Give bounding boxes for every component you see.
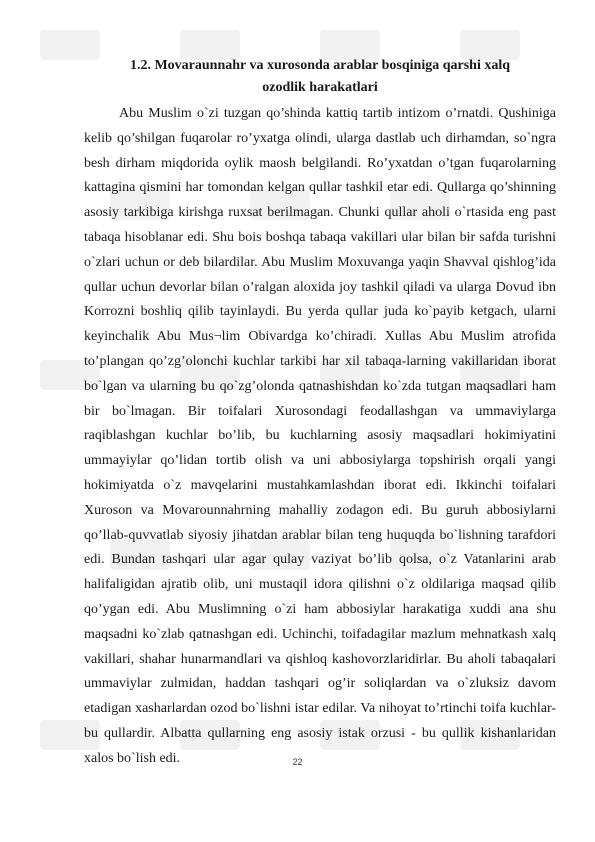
- body-paragraph: Abu Muslim o`zi tuzgan qo’shinda kattiq tartib intizom o’rnatdi. Qushiniga kelib qo’shilgan fuqarolar ro’yxatga olindi, ularga dastlab uch dirhamdan, so`ngra besh dirham miqdorida oylik maosh belgilandi. Ro’yxatdan o’tgan fuqarolarning kattagina qismini har tomondan kelgan qullar tashkil etar edi. Qullarga qo’shinning asosiy tarkibiga kirishga ruxsat berilmagan. Chunki qullar aholi o`rtasida eng past tabaqa hisoblanar edi. Shu bois boshqa tabaqa vakillari ular bilan bir safda turishni o`zlari uchun or deb bilardilar. Abu Muslim Moxuvanga yaqin Shavval qishlog’ida qullar uchun devorlar bilan o’ralgan aloxida joy tashkil qiladi va ularga Dovud ibn Korrozni boshliq qilib tayinlaydi. Bu yerda qullar juda ko`payib ketgach, ularni keyinchalik Abu Mus¬lim Obivardga ko’chiradi. Xullas Abu Muslim atrofida to’plangan qo’zg’olonchi kuchlar tarkibi har xil tabaqa-larning vakillaridan iborat bo`lgan va ularning bu qo`zg’olonda qatnashishdan ko`zda tutgan maqsadlari ham bir bo`lmagan. Bir toifalari Xurosondagi feodallashgan va ummaviylarga raqiblashgan kuchlar bo’lib, bu kuchlarning asosiy maqsadlari hokimiyatini ummayiylar qo’lidan tortib olish va uni abbosiylarga topshirish orqali yangi hokimiyatda o`z mavqelarini mustahkamlashdan iborat edi. Ikkinchi toifalari Xuroson va Movarounnahrning mahalliy zodagon edi. Bu guruh abbosiylarni qo’llab-quvvatlab siyosiy jihatdan arablar bilan teng huquqda bo`lishning tarafdori edi. Bundan tashqari ular agar qulay vaziyat bo’lib qolsa, o`z Vatanlarini arab halifaligidan ajratib olib, uni mustaqil idora qilishni o`z oldilariga maqsad qilib qo’ygan edi. Abu Muslimning o`zi ham abbosiylar harakatiga xuddi ana shu maqsadni ko`zlab qatnashgan edi. Uchinchi, toifadagilar mazlum mehnatkash xalq vakillari, shahar hunarmandlari va qishloq kashovorzlaridirlar. Bu aholi tabaqalari ummaviylar zulmidan, haddan tashqari og’ir soliqlardan va o`zluksiz davom etadigan xasharlardan ozod bo`lishni istar edilar. Va nihoyat to’rtinchi toifa kuchlar- bu qullardir. Albatta qullarning eng asosiy istak orzusi - bu qullik kishanlaridan xalos bo`lish edi.: [84, 106, 556, 766]
- section-title-line-1: 1.2. Movaraunnahr va xurosonda arablar bosqiniga qarshi xalq: [129, 58, 511, 73]
- section-title: [84, 55, 556, 99]
- document-page: [84, 55, 556, 772]
- section-title-line-2: ozodlik harakatlari: [262, 80, 378, 95]
- page-number: 22: [292, 757, 303, 767]
